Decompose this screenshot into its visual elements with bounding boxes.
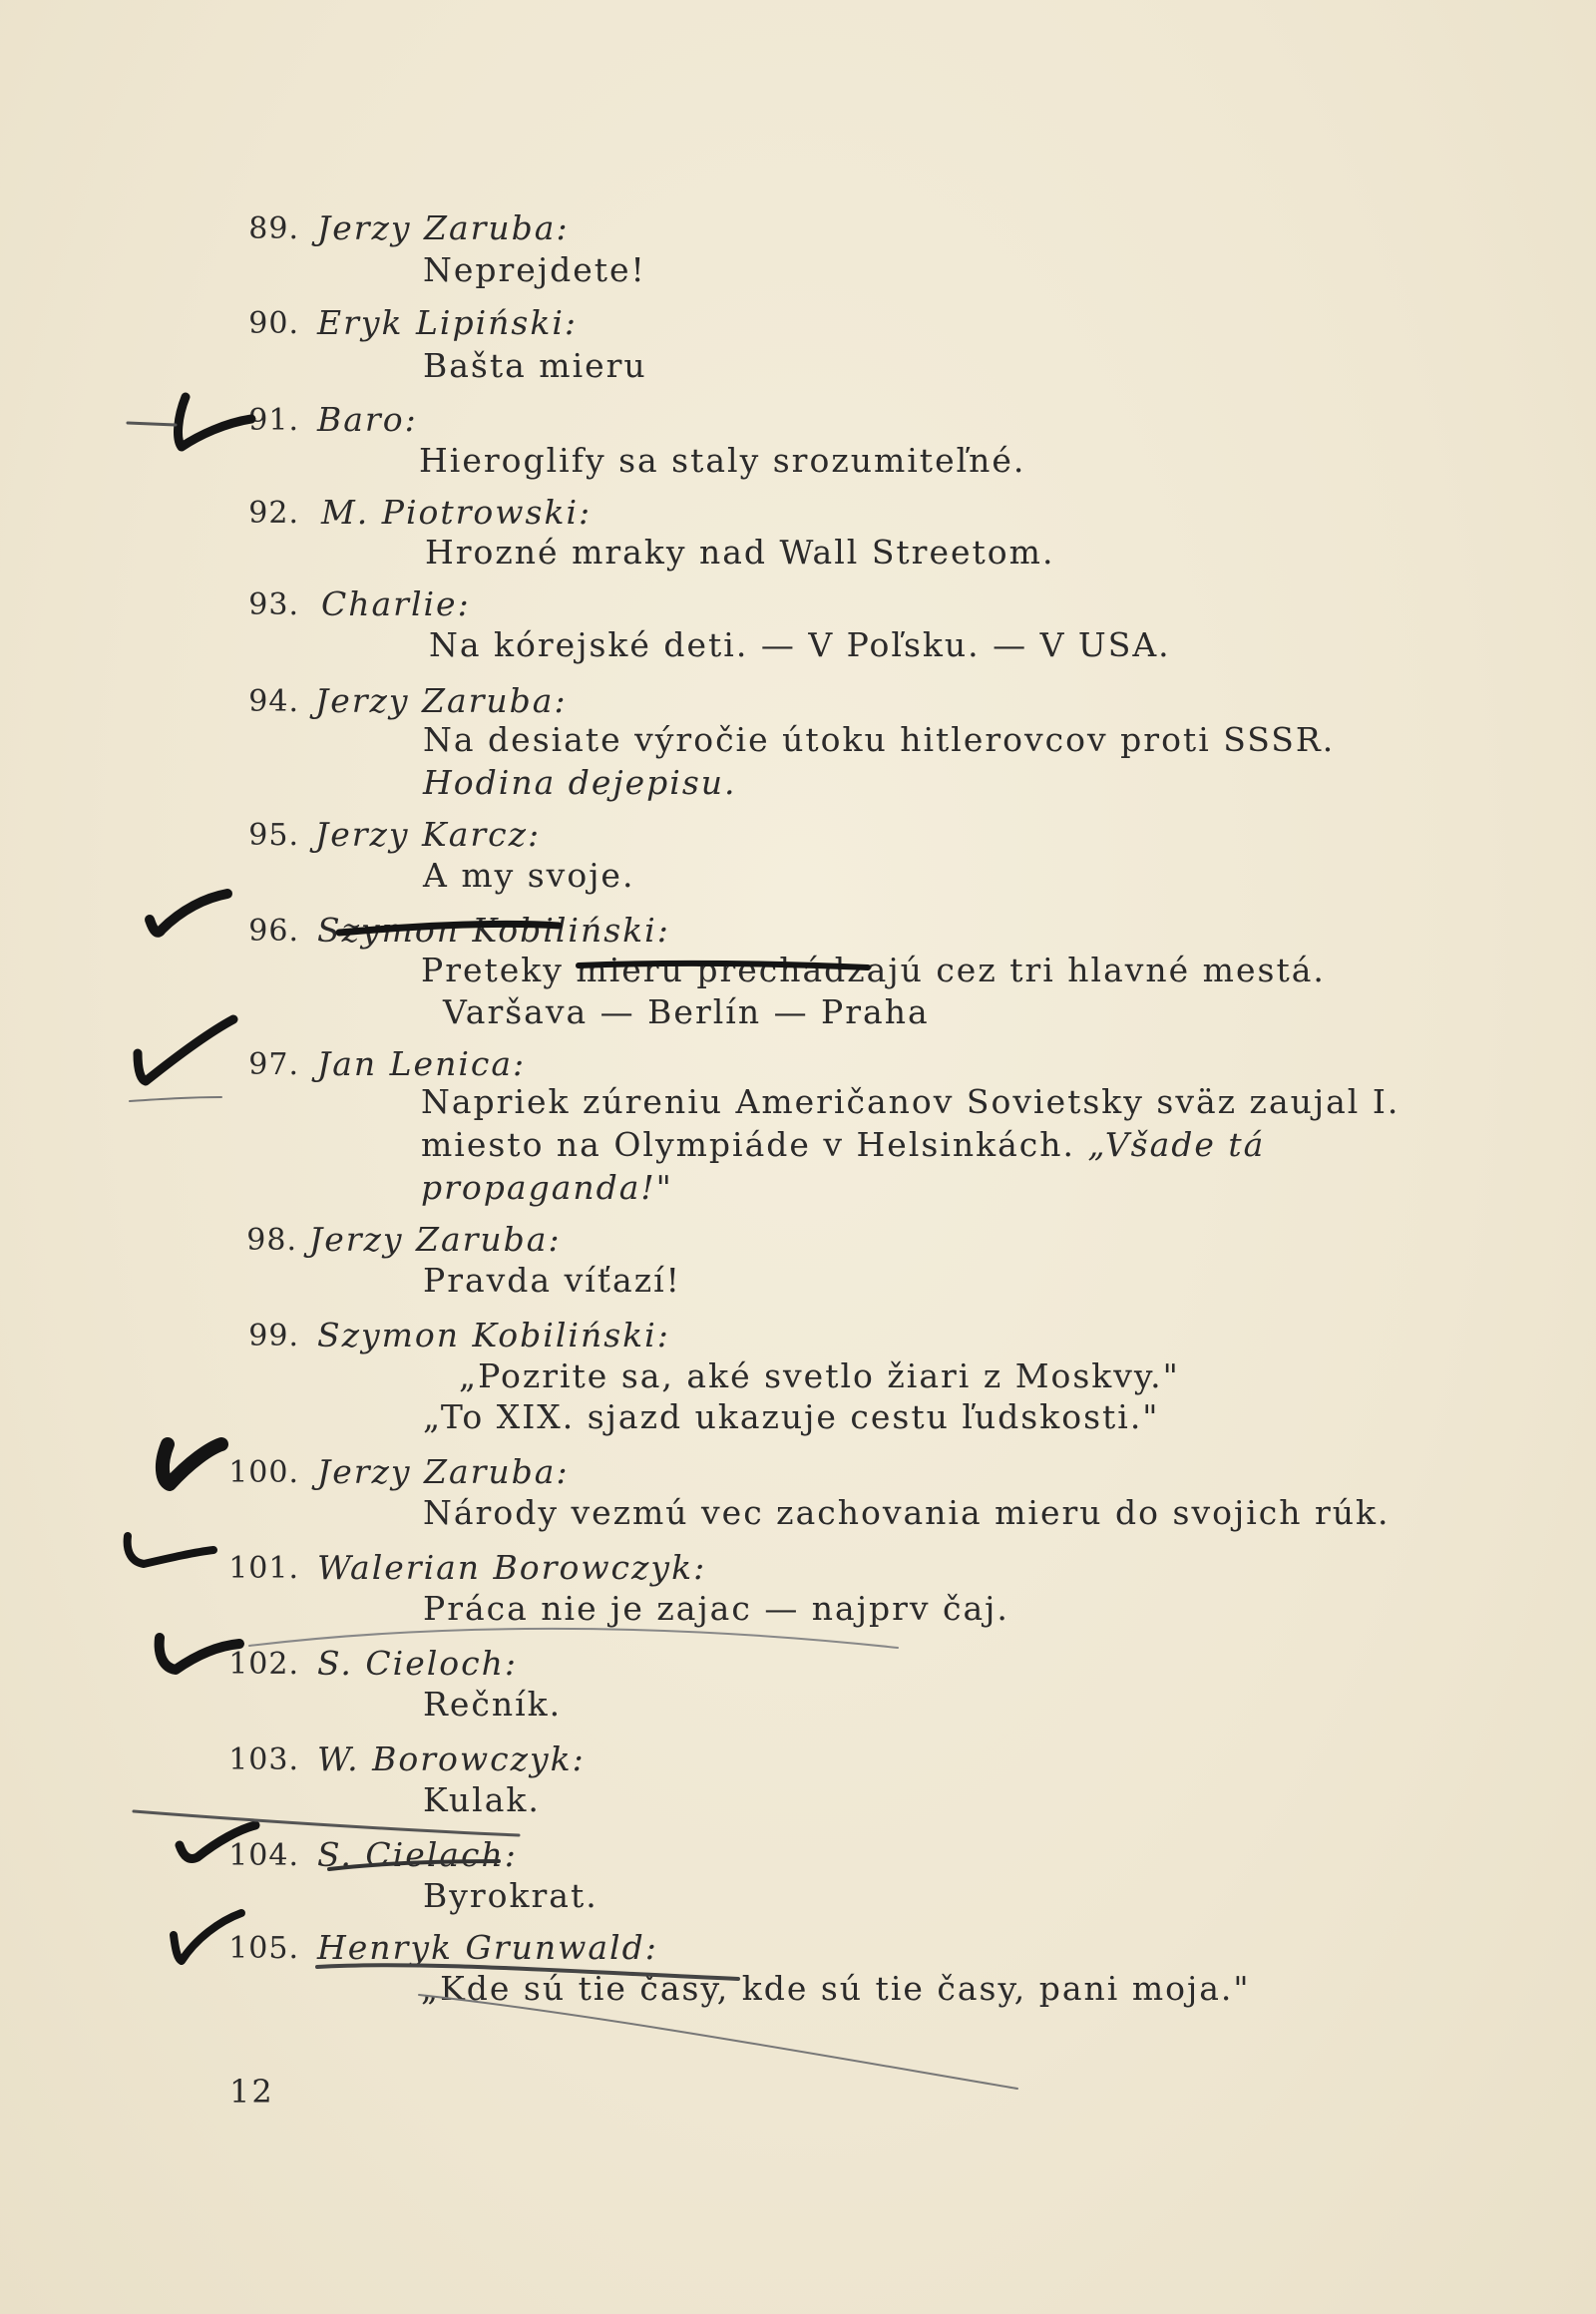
entry-number: 98. [246,1223,297,1258]
entry-author: Jerzy Zaruba: [317,1452,570,1491]
pen-stroke [130,1097,221,1101]
entry-number: 95. [248,818,299,853]
entry-number: 91. [248,403,299,438]
entry-title: „Pozrite sa, aké svetlo žiari z Moskvy." [459,1356,1180,1395]
entry-author: Walerian Borowczyk: [317,1548,707,1587]
entry-title: Národy vezmú vec zachovania mieru do svojich rúk. [423,1493,1391,1532]
entry-author: S. Cieloch: [317,1644,519,1683]
entry-title: Pravda víťazí! [423,1261,681,1300]
entry-number: 105. [228,1931,299,1966]
entry-author: Charlie: [321,584,471,623]
entry-title: Hieroglify sa staly srozumiteľné. [419,441,1026,480]
entry-number: 92. [248,496,299,531]
entry-author: Jerzy Zaruba: [315,681,568,720]
entry-number: 104. [228,1838,299,1873]
entry-number: 101. [228,1551,299,1586]
entry-number: 94. [248,684,299,719]
entry-author: Szymon Kobiliński: [317,911,670,950]
entry-number: 89. [248,211,299,246]
entry-title: Kulak. [423,1780,541,1819]
entry-author: Jerzy Zaruba: [317,208,570,247]
entry-title: Preteky mieru prechádzajú cez tri hlavné mestá. [421,951,1326,989]
entry-title: „Kde sú tie časy, kde sú tie časy, pani moja." [421,1969,1251,2008]
entry-title: Napriek zúreniu Američanov Sovietsky sväz zaujal I. miesto na Olympiáde v Helsinkách. „Všade tá propaganda!" [421,1082,1400,1207]
entry-author: M. Piotrowski: [321,493,593,532]
entry-title: Na desiate výročie útoku hitlerovcov proti SSSR. Hodina dejepisu. [423,720,1336,802]
entry-title: Práca nie je zajac — najprv čaj. [423,1589,1009,1628]
entry-author: Szymon Kobiliński: [317,1316,670,1354]
entry-title: Rečník. [423,1685,563,1724]
entry-number: 96. [248,914,299,949]
entry-author: S. Cielach: [317,1835,518,1874]
entry-title-line-2: „To XIX. sjazd ukazuje cestu ľudskosti." [423,1397,1160,1436]
entry-title: A my svoje. [423,856,635,895]
page-number: 12 [229,2073,274,2111]
entry-number: 103. [228,1742,299,1777]
entry-author: Jan Lenica: [317,1044,527,1083]
entry-number: 93. [248,587,299,622]
entry-author: Jerzy Karcz: [315,815,542,854]
entry-number: 100. [228,1455,299,1490]
entry-number: 99. [248,1319,299,1353]
entry-number: 90. [248,306,299,341]
entry-author: Eryk Lipiński: [317,303,578,342]
entry-title: Na kórejské deti. — V Poľsku. — V USA. [429,625,1171,664]
entry-title: Hrozné mraky nad Wall Streetom. [425,533,1055,572]
entry-title: Bašta mieru [423,346,647,385]
entry-title-line-2: Varšava — Berlín — Praha [443,992,930,1031]
entry-author: Jerzy Zaruba: [309,1220,562,1259]
entry-number: 102. [228,1647,299,1682]
pen-stroke [419,1995,1017,2089]
entry-title: Byrokrat. [423,1876,598,1915]
entry-title: Neprejdete! [423,250,646,289]
entry-author: Baro: [317,400,418,439]
entry-author: Henryk Grunwald: [317,1928,658,1967]
entry-number: 97. [248,1047,299,1082]
entry-author: W. Borowczyk: [317,1739,586,1778]
